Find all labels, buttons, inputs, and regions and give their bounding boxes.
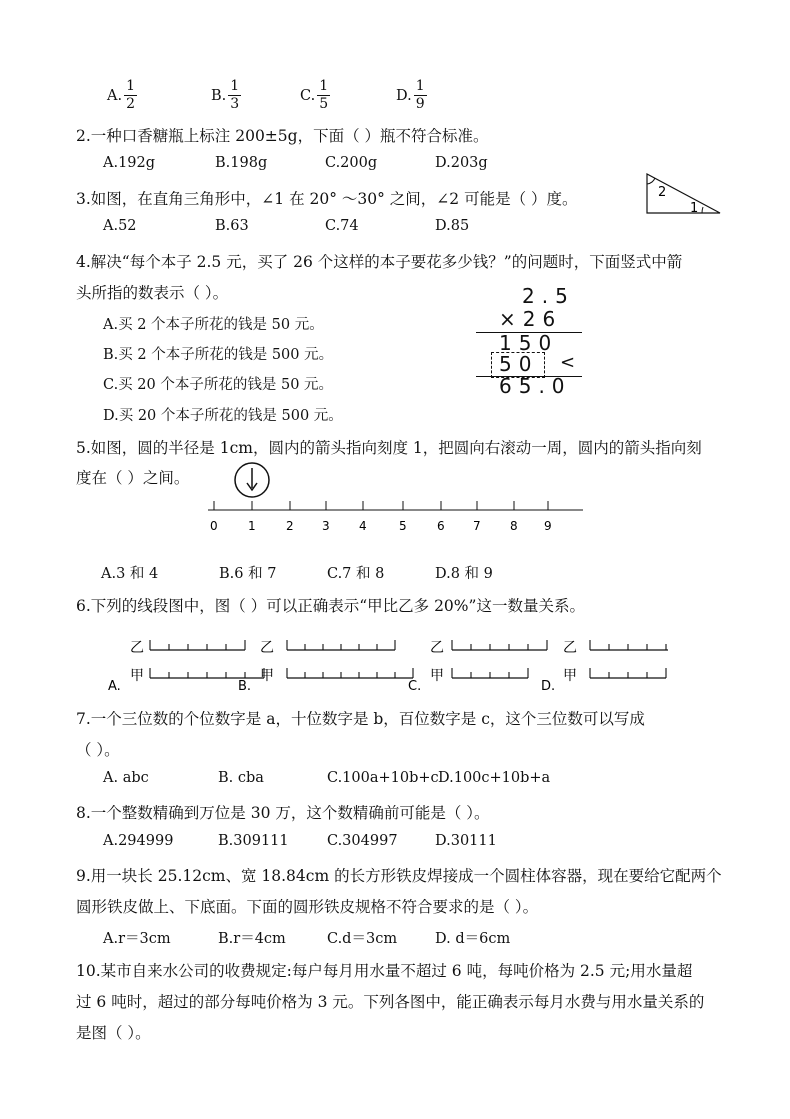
q5-line1: 5.如图，圆的半径是 1cm，圆内的箭头指向刻度 1，把圆向右滚动一周，圆内的箭头指向刻 [76,439,702,457]
q9-option-c[interactable]: C.d＝3cm [327,931,398,947]
segment-diagram-b[interactable] [238,640,413,694]
right-triangle-figure [644,172,724,216]
fraction [317,78,330,113]
option-letter: B. [238,679,252,694]
label-jia: 甲 [430,668,444,684]
ruler-tick-label: 9 [544,519,552,533]
label-yi: 乙 [430,640,444,656]
angle2-arc [647,178,655,184]
q1-option-a[interactable] [107,78,137,113]
option-letter: D. [396,87,412,104]
segment-diagrams [108,632,668,694]
segment-diagram-c[interactable] [408,640,547,694]
numerator: 1 [126,78,136,94]
q2-text: 2.一种口香糖瓶上标注 200±5g，下面（ ）瓶不符合标准。 [76,127,489,145]
q8-option-d[interactable]: D.30111 [435,833,497,849]
q2-option-a[interactable]: A.192g [103,155,156,171]
angle-2-label: 2 [658,185,667,200]
q9-option-a[interactable]: A.r＝3cm [103,931,171,947]
q3-option-d[interactable]: D.85 [435,218,470,234]
q3-option-b[interactable]: B.63 [215,218,249,234]
option-letter: C. [408,679,422,694]
denominator: 3 [230,96,240,112]
option-letter: B. [211,87,227,104]
q7-option-d[interactable]: D.100c+10b+a [438,770,551,786]
label-jia: 甲 [260,668,274,684]
angle-1-label: 1 [690,201,699,216]
option-letter: A. [107,87,123,104]
q4-line2: 头所指的数表示（ ）。 [76,284,229,302]
label-yi: 乙 [260,640,274,656]
q4-line1: 4.解决“每个本子 2.5 元，买了 26 个这样的本子要花多少钱？”的问题时，下面竖式中箭 [76,253,683,271]
q5-option-b[interactable]: B.6 和 7 [219,566,277,582]
angle1-arc [702,207,703,213]
q2-option-d[interactable]: D.203g [435,155,488,171]
ruler-tick-label: 5 [399,519,407,533]
q4-option-a[interactable]: A.买 2 个本子所花的钱是 50 元。 [103,317,324,333]
calc-row-partial-2: 50 [499,352,539,376]
label-jia: 甲 [563,668,577,684]
ruler-tick-label: 7 [473,519,481,533]
denominator: 2 [126,96,136,112]
q7-line2: （ ）。 [76,741,120,759]
q1-option-c[interactable] [300,78,330,113]
ruler-tick-label: 3 [322,519,330,533]
numerator: 1 [230,78,240,94]
q7-option-b[interactable]: B. cba [218,770,264,786]
q8-text: 8.一个整数精确到万位是 30 万，这个数精确前可能是（ ）。 [76,804,490,822]
label-jia: 甲 [130,668,144,684]
segment-diagram-d[interactable] [541,640,668,694]
denominator: 5 [319,96,329,112]
ruler-tick-label: 8 [510,519,518,533]
q1-option-d[interactable] [396,78,427,113]
q3-text: 3.如图，在直角三角形中，∠1 在 20° ～30° 之间，∠2 可能是（ ）度。 [76,190,578,208]
option-letter: D. [541,679,556,694]
q10-line3: 是图（ ）。 [76,1024,151,1042]
ruler-tick-label: 0 [210,519,218,533]
q5-line2: 度在（ ）之间。 [76,469,190,487]
label-yi: 乙 [563,640,577,656]
q9-line2: 圆形铁皮做上、下底面。下面的圆形铁皮规格不符合要求的是（ ）。 [76,898,539,916]
calc-row-multiplicand: 2.5 [522,284,575,308]
q5-option-a[interactable]: A.3 和 4 [101,566,159,582]
q3-option-c[interactable]: C.74 [325,218,359,234]
q6-text: 6.下列的线段图中，图（ ）可以正确表示“甲比乙多 20%”这一数量关系。 [76,597,585,615]
q7-line1: 7.一个三位数的个位数字是 a，十位数字是 b，百位数字是 c，这个三位数可以写成 [76,710,645,728]
calc-row-multiplier: ×26 [499,307,563,331]
ruler-tick-label: 4 [359,519,367,533]
fraction [228,78,241,113]
q9-option-d[interactable]: D. d＝6cm [435,931,511,947]
q2-option-b[interactable]: B.198g [215,155,268,171]
q5-option-d[interactable]: D.8 和 9 [435,566,493,582]
calc-row-partial-1: 150 [499,331,559,355]
q8-option-c[interactable]: C.304997 [327,833,398,849]
fraction [414,78,427,113]
q10-line1: 10.某市自来水公司的收费规定:每户每月用水量不超过 6 吨，每吨价格为 2.5 元;用水量超 [76,962,693,980]
label-yi: 乙 [130,640,144,656]
q8-option-b[interactable]: B.309111 [218,833,289,849]
q10-line2: 过 6 吨时，超过的部分每吨价格为 3 元。下列各图中，能正确表示每月水费与用水量关系的 [76,993,705,1011]
q2-option-c[interactable]: C.200g [325,155,378,171]
denominator: 9 [415,96,425,112]
q5-option-c[interactable]: C.7 和 8 [327,566,385,582]
q1-option-b[interactable] [211,78,241,113]
q3-option-a[interactable]: A.52 [103,218,137,234]
numerator: 1 [319,78,329,94]
fraction [124,78,137,113]
option-letter: A. [108,679,121,694]
q4-option-b[interactable]: B.买 2 个本子所花的钱是 500 元。 [103,347,334,363]
option-letter: C. [300,87,316,104]
rolling-circle-figure [200,460,590,538]
ruler-tick-label: 2 [286,519,294,533]
q8-option-a[interactable]: A.294999 [103,833,174,849]
arrow-pointer: < [560,352,576,373]
ruler-tick-label: 6 [437,519,445,533]
calc-row-product: 65.0 [499,374,572,398]
numerator: 1 [415,78,425,94]
q9-option-b[interactable]: B.r＝4cm [218,931,286,947]
q4-option-c[interactable]: C.买 20 个本子所花的钱是 50 元。 [103,377,334,393]
q7-option-c[interactable]: C.100a+10b+c [327,770,439,786]
q9-line1: 9.用一块长 25.12cm、宽 18.84cm 的长方形铁皮焊接成一个圆柱体容器，现在要给它配两个 [76,867,722,885]
q7-option-a[interactable]: A. abc [103,770,149,786]
ruler-tick-label: 1 [248,519,256,533]
q4-option-d[interactable]: D.买 20 个本子所花的钱是 500 元。 [103,408,343,424]
